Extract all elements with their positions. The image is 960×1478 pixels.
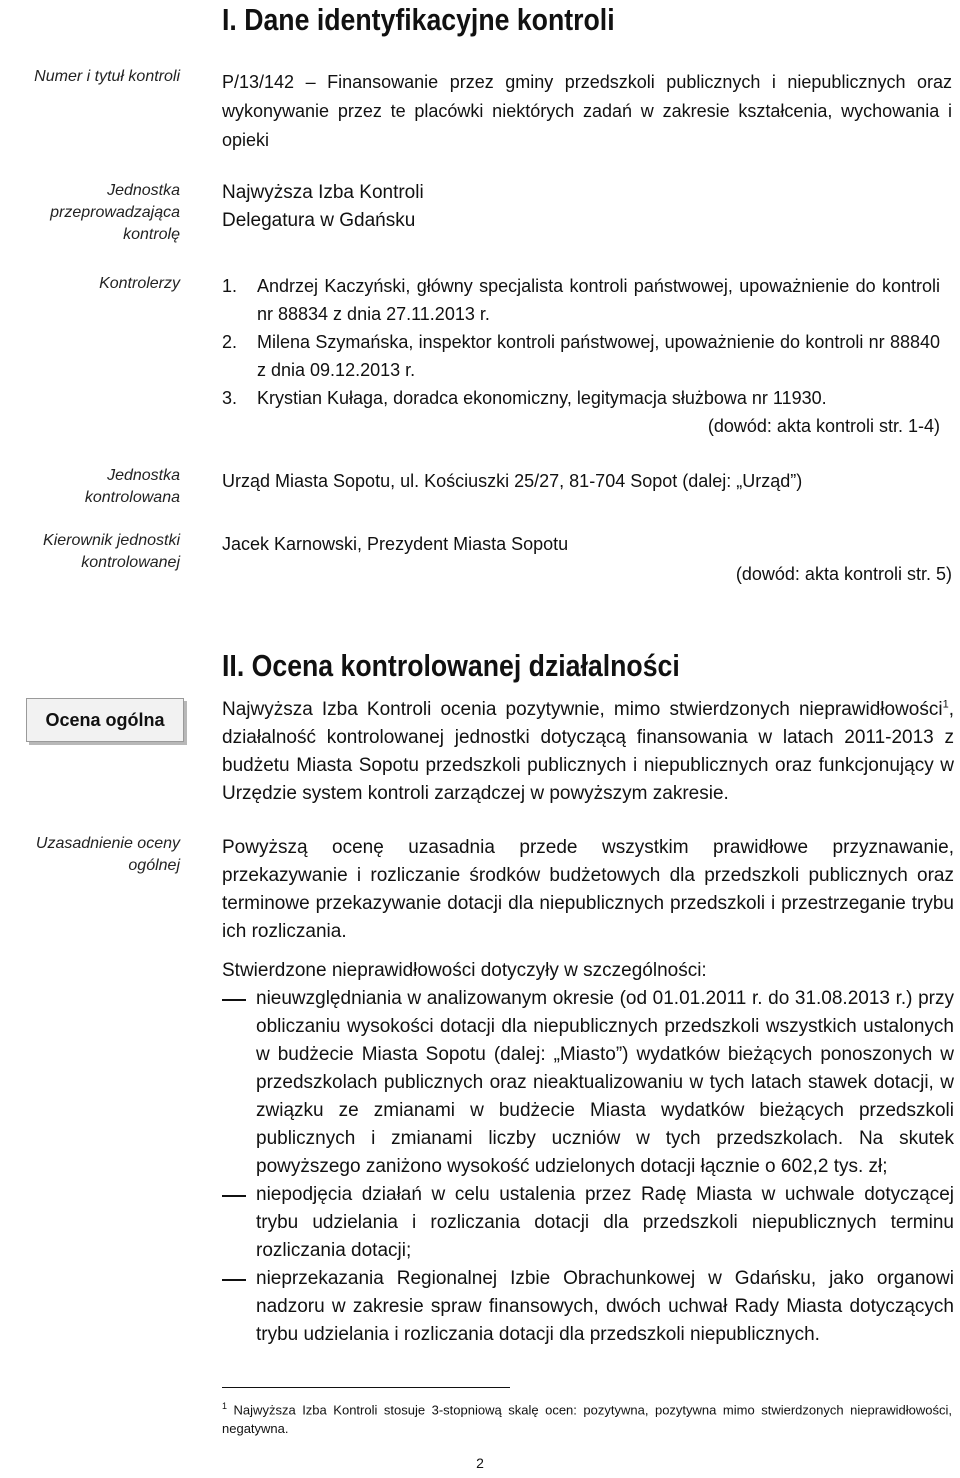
irregularities-intro: Stwierdzone nieprawidłowości dotyczyły w szczególności: (222, 960, 707, 981)
general-assessment-text (222, 696, 954, 808)
justification-label: Uzasadnienie oceny ogólnej (35, 835, 180, 874)
controllers-label: Kontrolerzy (99, 275, 180, 292)
unit-head-label: Kierownik jednostki kontrolowanej (43, 532, 180, 571)
general-text-after: , działalność kontrolowanej jednostki dotyczącą finansowania w latach 2011-2013 z budżetu Miasta Sopotu przedszkoli publicznych i niepublicznych oraz funkcjonujący w Urzędzie system kontroli zarządczej w powyższym zakresie. (222, 699, 954, 804)
controller-item-1 (222, 272, 940, 328)
conducting-unit-line-2: Delegatura w Gdańsku (222, 210, 416, 231)
controller-number: 3. (222, 388, 238, 408)
conducting-unit-label: Jednostka przeprowadzająca kontrolę (50, 182, 180, 243)
justification-paragraph: Powyższą ocenę uzasadnia przede wszystkim prawidłowe przyznawanie, przekazywanie i rozliczanie środków budżetowych dla przedszkoli publicznych oraz terminowe przekazywanie dotacji dla niepublicznych przedszkoli i przestrzeganie trybu ich rozliczania. (222, 837, 954, 942)
controlled-unit-label: Jednostka kontrolowana (84, 467, 180, 506)
irregularity-item-3: nieprzekazania Regionalnej Izbie Obrachunkowej w Gdańsku, jako organowi nadzoru w zakresie spraw finansowych, dwóch uchwał Rady Miasta dotyczących trybu udzielania i rozliczania dotacji dla przedszkoli niepublicznych. (222, 1265, 954, 1349)
controllers-list (222, 272, 940, 440)
irregularity-item-1: nieuwzględniania w analizowanym okresie (od 01.01.2011 r. do 31.08.2013 r.) przy obliczaniu wysokości dotacji dla niepublicznych przedszkoli wszystkich ustalonych w budżecie Miasta Sopotu (dalej: „Miasto”) wydatków bieżących ponoszonych w przedszkolach publicznych oraz nieaktualizowaniu w tych latach stawek dotacji, w związku ze zmianami w budżecie Miasta wydatków bieżących przedszkoli publicznych i zmianami liczby uczniów w tych przedszkolach. Na skutek powyższego zaniżono wysokość udzielonych dotacji łącznie o 602,2 tys. zł; (222, 985, 954, 1181)
controlled-unit-value: Urząd Miasta Sopotu, ul. Kościuszki 25/27, 81-704 Sopot (dalej: „Urząd”) (222, 471, 803, 491)
irregularities-block (222, 957, 954, 1349)
control-number-label: Numer i tytuł kontroli (34, 68, 180, 85)
general-text-before: Najwyższa Izba Kontroli ocenia pozytywnie, mimo stwierdzonych nieprawidłowości (222, 699, 943, 720)
general-assessment-badge: Ocena ogólna (26, 698, 184, 742)
evidence-note-1: (dowód: akta kontroli str. 1-4) (707, 416, 940, 436)
conducting-unit-line-1: Najwyższa Izba Kontroli (222, 182, 424, 203)
unit-head-value: Jacek Karnowski, Prezydent Miasta Sopotu (222, 534, 569, 554)
evidence-note-2: (dowód: akta kontroli str. 5) (735, 564, 952, 584)
section-1-title: I. Dane identyfikacyjne kontroli (222, 2, 615, 37)
controller-number: 1. (222, 276, 238, 296)
controller-text: Milena Szymańska, inspektor kontroli państwowej, upoważnienie do kontroli nr 88840 z dnia 09.12.2013 r. (257, 332, 940, 380)
control-number-value: P/13/142 – Finansowanie przez gminy przedszkoli publicznych i niepublicznych oraz wykonywanie przez te placówki niektórych zadań w zakresie kształcenia, wychowania i opieki (222, 72, 952, 150)
footnote-marker: 1 (222, 1401, 228, 1411)
conducting-unit-value (222, 179, 952, 235)
footnote (222, 1397, 952, 1438)
controller-number: 2. (222, 332, 238, 352)
section-2-title: II. Ocena kontrolowanej działalności (222, 648, 680, 683)
controller-item-2 (222, 328, 940, 384)
controller-item-3 (222, 384, 940, 412)
page-number: 2 (476, 1455, 484, 1471)
controller-text: Andrzej Kaczyński, główny specjalista kontroli państwowej, upoważnienie do kontroli nr 88834 z dnia 27.11.2013 r. (257, 276, 940, 324)
irregularity-item-2: niepodjęcia działań w celu ustalenia przez Radę Miasta w uchwale dotyczącej trybu udzielania i rozliczania dotacji dla przedszkoli niepublicznych terminu rozliczania dotacji; (222, 1181, 954, 1265)
footnote-text: Najwyższa Izba Kontroli stosuje 3-stopniową skalę ocen: pozytywna, pozytywna mimo stwierdzonych nieprawidłowości, negatywna. (222, 1402, 952, 1437)
controller-text: Krystian Kułaga, doradca ekonomiczny, legitymacja służbowa nr 11930. (257, 388, 827, 408)
footnote-separator (222, 1387, 510, 1388)
footnote-reference[interactable]: 1 (942, 698, 949, 711)
